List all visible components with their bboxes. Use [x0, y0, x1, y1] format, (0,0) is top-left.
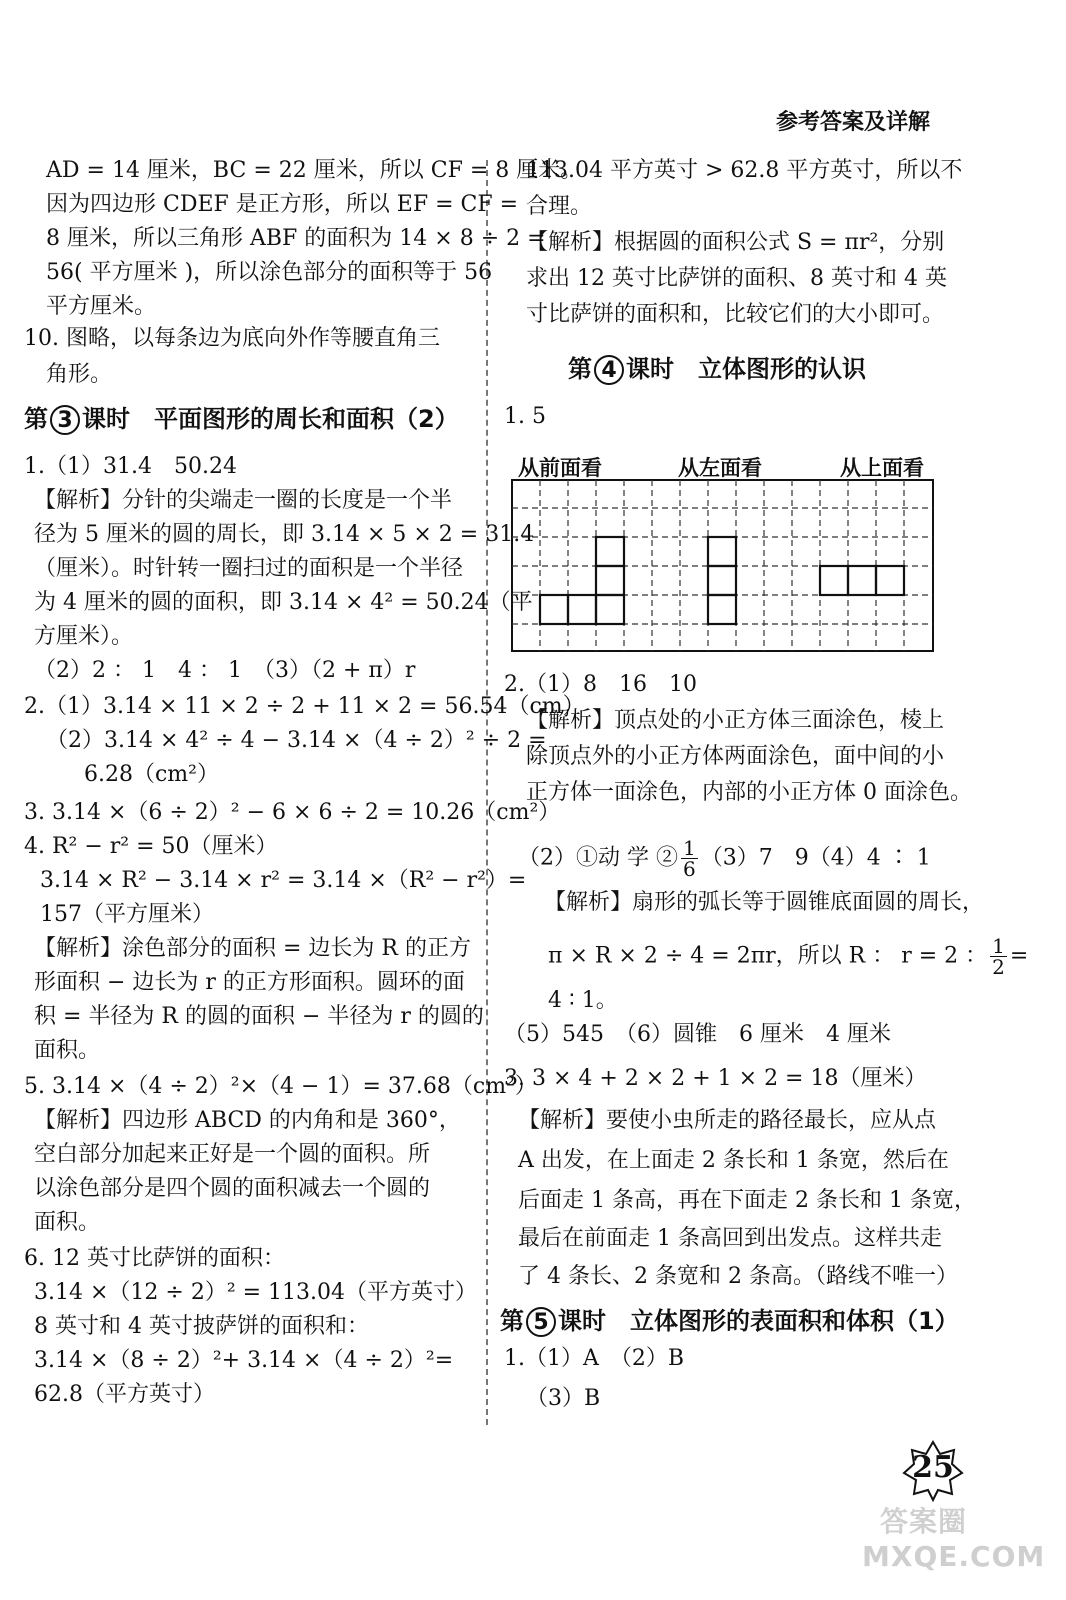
text-line: 【解析】扇形的弧长等于圆锥底面圆的周长，	[544, 890, 985, 915]
answer-part: （2）①动 学 ②	[518, 845, 678, 871]
text-line: （5）545 （6）圆锥 6 厘米 4 厘米	[504, 1022, 891, 1047]
text-line: 1.（1）31.4 50.24	[24, 454, 237, 479]
text-line: 1. 5	[504, 404, 546, 429]
three-views-grid	[511, 479, 935, 653]
section-heading-3	[24, 404, 459, 435]
fraction	[681, 838, 698, 879]
text-line: （3）B	[526, 1386, 601, 1411]
view-label-front: 从前面看	[518, 456, 602, 480]
text-line: 6.28（cm²）	[84, 762, 219, 787]
text-line: 正方体一面涂色，内部的小正方体 0 面涂色。	[526, 780, 972, 805]
text-line: 157（平方厘米）	[40, 902, 214, 927]
text-line: 3. 3 × 4 + 2 × 2 + 1 × 2 = 18（厘米）	[504, 1066, 927, 1091]
text-line: 寸比萨饼的面积和，比较它们的大小即可。	[526, 302, 945, 327]
text-line: 3. 3.14 ×（6 ÷ 2）² − 6 × 6 ÷ 2 = 10.26（cm²）	[24, 800, 561, 825]
text-line: 径为 5 厘米的圆的周长，即 3.14 × 5 × 2 = 31.4	[34, 522, 535, 547]
text-line: 方厘米）。	[34, 624, 134, 649]
text-line: （2）3.14 × 4² ÷ 4 − 3.14 ×（4 ÷ 2）² ÷ 2 =	[46, 728, 547, 753]
fraction	[990, 936, 1007, 977]
section-title: 课时 平面图形的周长和面积（2）	[82, 405, 459, 433]
text-line: 2.（1）8 16 10	[504, 672, 697, 697]
text-line: 【解析】分针的尖端走一圈的长度是一个半	[34, 488, 453, 513]
text-line: 因为四边形 CDEF 是正方形，所以 EF = CF =	[46, 192, 519, 217]
section-number-circle: 4	[594, 355, 624, 385]
text-line: 【解析】顶点处的小正方体三面涂色，棱上	[526, 708, 945, 733]
text-line: 最后在前面走 1 条高回到出发点。这样共走	[518, 1226, 942, 1251]
text-line: 【解析】要使小虫所走的路径最长，应从点	[518, 1108, 937, 1133]
text-line: 为 4 厘米的圆的面积，即 3.14 × 4² = 50.24（平	[34, 590, 533, 615]
text-line: 后面走 1 条高，再在下面走 2 条长和 1 条宽，	[518, 1188, 976, 1213]
page-number: 25	[912, 1450, 954, 1485]
text-line: 除顶点外的小正方体两面涂色，面中间的小	[526, 744, 945, 769]
text-line: 5. 3.14 ×（4 ÷ 2）²×（4 − 1）= 37.68（cm²）	[24, 1074, 537, 1099]
text-line: 6. 12 英寸比萨饼的面积：	[24, 1246, 285, 1271]
watermark-logo: 答案圈	[880, 1505, 968, 1538]
text-line: 1.（1）A （2）B	[504, 1346, 685, 1371]
text-line: （厘米）。时针转一圈扫过的面积是一个半径	[34, 556, 464, 581]
text-line: 3.14 ×（8 ÷ 2）²+ 3.14 ×（4 ÷ 2）²=	[34, 1348, 454, 1373]
view-label-top: 从上面看	[840, 456, 924, 480]
text-line: （2）2 ： 1 4 ： 1 （3）（2 + π）r	[34, 658, 416, 683]
section-heading-5	[500, 1306, 959, 1337]
text-line: AD = 14 厘米，BC = 22 厘米，所以 CF = 8 厘米。	[46, 158, 583, 183]
text-line: 角形。	[46, 362, 113, 387]
fraction-numerator: 1	[682, 836, 696, 860]
section-number-circle: 3	[50, 405, 80, 435]
answer-part: π × R × 2 ÷ 4 = 2πr，所以 R ： r = 2 ：	[548, 943, 988, 969]
header-title: 参考答案及详解	[776, 110, 931, 135]
text-line: 合理。	[526, 194, 593, 219]
text-line: 113.04 平方英寸 > 62.8 平方英寸，所以不	[526, 158, 963, 183]
watermark-url: MXQE.COM	[862, 1540, 1046, 1573]
column-divider	[486, 160, 488, 1425]
text-line: 2.（1）3.14 × 11 × 2 ÷ 2 + 11 × 2 = 56.54（cm）	[24, 694, 585, 719]
section-prefix: 第	[24, 405, 48, 433]
text-line: 求出 12 英寸比萨饼的面积、8 英寸和 4 英	[526, 266, 947, 291]
top-view-shape	[820, 566, 904, 595]
text-line: 形面积 − 边长为 r 的正方形面积。圆环的面	[34, 970, 465, 995]
answer-part: （3）7 9（4）4 ∶ 1	[700, 845, 931, 871]
fraction-denominator: 6	[682, 857, 696, 881]
text-line: 平方厘米。	[46, 294, 157, 319]
text-line: 【解析】根据圆的面积公式 S = πr²，分别	[526, 230, 945, 255]
text-line: 8 英寸和 4 英寸披萨饼的面积和：	[34, 1314, 369, 1339]
text-line: 面积。	[34, 1210, 101, 1235]
fraction-numerator: 1	[992, 934, 1005, 958]
text-line: 了 4 条长、2 条宽和 2 条高。（路线不唯一）	[518, 1264, 958, 1289]
view-label-left: 从左面看	[678, 456, 762, 480]
text-line: 3.14 × R² − 3.14 × r² = 3.14 ×（R² − r²）=	[40, 868, 527, 893]
text-line: 积 = 半径为 R 的圆的面积 − 半径为 r 的圆的	[34, 1004, 484, 1029]
text-line: 8 厘米，所以三角形 ABF 的面积为 14 × 8 ÷ 2 =	[46, 226, 546, 251]
section-title: 课时 立体图形的表面积和体积（1）	[558, 1307, 959, 1335]
text-line: 10. 图略，以每条边为底向外作等腰直角三	[24, 326, 440, 351]
text-line: 空白部分加起来正好是一个圆的面积。所	[34, 1142, 431, 1167]
fraction-denominator: 2	[992, 955, 1005, 979]
left-view-shape	[708, 537, 736, 624]
text-line: 4. R² − r² = 50（厘米）	[24, 834, 278, 859]
text-line: A 出发，在上面走 2 条长和 1 条宽，然后在	[518, 1148, 949, 1173]
text-line: 4 ∶ 1。	[548, 988, 618, 1013]
front-view-shape	[540, 537, 624, 624]
section-number-circle: 5	[526, 1307, 556, 1337]
text-line: 【解析】涂色部分的面积 = 边长为 R 的正方	[34, 936, 471, 961]
text-line: 56( 平方厘米 )，所以涂色部分的面积等于 56	[46, 260, 493, 285]
answer-part: =	[1009, 943, 1029, 969]
section-title: 课时 立体图形的认识	[626, 355, 866, 383]
section-prefix: 第	[500, 1307, 524, 1335]
section-prefix: 第	[568, 355, 592, 383]
text-line: 以涂色部分是四个圆的面积减去一个圆的	[34, 1176, 431, 1201]
text-line: 3.14 ×（12 ÷ 2）² = 113.04（平方英寸）	[34, 1280, 478, 1305]
section-heading-4	[568, 354, 866, 385]
text-line: 【解析】四边形 ABCD 的内角和是 360°，	[34, 1108, 461, 1133]
text-line-with-fraction	[518, 838, 931, 879]
text-line: 62.8（平方英寸）	[34, 1382, 215, 1407]
text-line-with-fraction	[548, 936, 1028, 977]
text-line: 面积。	[34, 1038, 101, 1063]
